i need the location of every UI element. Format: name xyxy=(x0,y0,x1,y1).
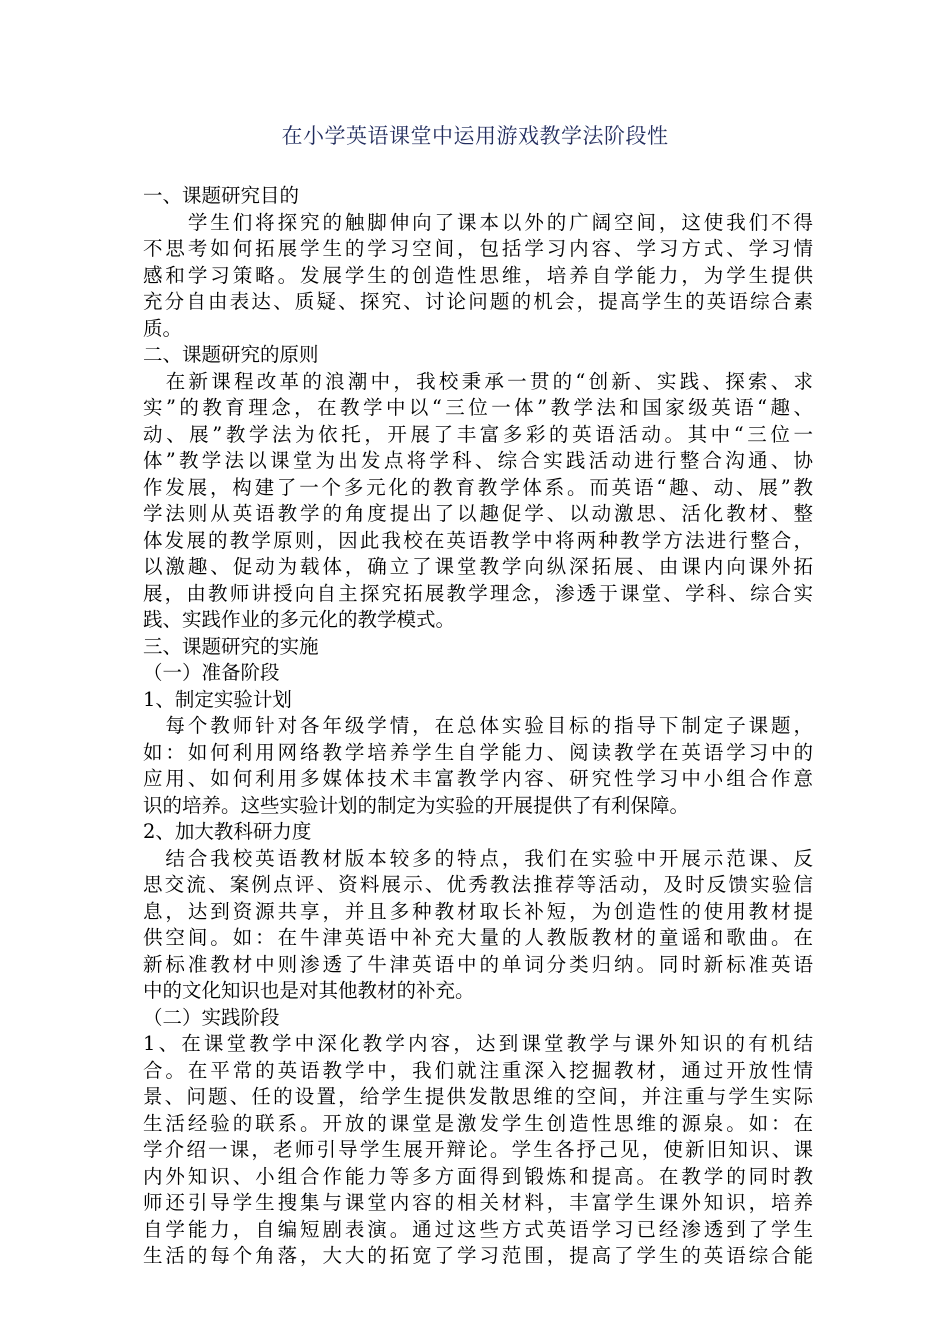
text-line: 作发展，构建了一个多元化的教育教学体系。而英语“趣、动、展”教 xyxy=(143,475,813,499)
text-line: 体”教学法以课堂为出发点将学科、综合实践活动进行整合沟通、协 xyxy=(143,449,813,472)
text-line: 实”的教育理念，在教学中以“三位一体”教学法和国家级英语“趣、 xyxy=(143,396,813,419)
text-line: 1、制定实验计划 xyxy=(143,687,292,711)
text-line: 如：如何利用网络教学培养学生自学能力、阅读教学在英语学习中的 xyxy=(143,740,813,764)
text-line: 应用、如何利用多媒体技术丰富教学内容、研究性学习中小组合作意 xyxy=(143,767,813,790)
text-line: 2、加大教科研力度 xyxy=(143,820,312,843)
text-line: 合。在平常的英语教学中，我们就注重深入挖掘教材，通过开放性情 xyxy=(143,1058,813,1082)
text-line: 感和学习策略。发展学生的创造性思维，培养自学能力，为学生提供 xyxy=(143,263,813,287)
text-line: 动、展”教学法为依托，开展了丰富多彩的英语活动。其中“三位一 xyxy=(143,422,813,446)
text-line: 景、问题、任的设置，给学生提供发散思维的空间，并注重与学生实际 xyxy=(143,1085,813,1108)
text-line: 新标准教材中则渗透了牛津英语中的单词分类归纳。同时新标准英语 xyxy=(143,952,813,976)
text-line: 践、实践作业的多元化的教学模式。 xyxy=(143,608,456,631)
text-line: 思交流、案例点评、资料展示、优秀教法推荐等活动，及时反馈实验信 xyxy=(143,873,813,896)
text-line: 学介绍一课，老师引导学生展开辩论。学生各抒己见，使新旧知识、课 xyxy=(143,1138,813,1161)
text-line: 一、课题研究目的 xyxy=(143,184,300,207)
text-line: 在新课程改革的浪潮中，我校秉承一贯的“创新、实践、探索、求 xyxy=(143,369,813,393)
text-line: 不思考如何拓展学生的学习空间，包括学习内容、学习方式、学习情 xyxy=(143,237,813,260)
text-line: 自学能力，自编短剧表演。通过这些方式英语学习已经渗透到了学生 xyxy=(143,1217,813,1241)
text-line: 生活的每个角落，大大的拓宽了学习范围，提高了学生的英语综合能 xyxy=(143,1244,813,1267)
text-line: （一）准备阶段 xyxy=(143,661,280,684)
text-line: 识的培养。这些实验计划的制定为实验的开展提供了有利保障。 xyxy=(143,793,690,817)
text-line: 每个教师针对各年级学情，在总体实验目标的指导下制定子课题， xyxy=(143,714,813,737)
text-line: 内外知识、小组合作能力等多方面得到锻炼和提高。在教学的同时教 xyxy=(143,1164,813,1188)
text-line: 结合我校英语教材版本较多的特点，我们在实验中开展示范课、反 xyxy=(143,846,813,870)
text-line: 以激趣、促动为载体，确立了课堂教学向纵深拓展、由课内向课外拓 xyxy=(143,555,813,578)
text-line: 学法则从英语教学的角度提出了以趣促学、以动激思、活化教材、整 xyxy=(143,502,813,525)
text-line: 息，达到资源共享，并且多种教材取长补短，为创造性的使用教材提 xyxy=(143,899,813,923)
text-line: 三、课题研究的实施 xyxy=(143,634,319,658)
text-line: 二、课题研究的原则 xyxy=(143,343,319,366)
text-line: 师还引导学生搜集与课堂内容的相关材料，丰富学生课外知识，培养 xyxy=(143,1191,813,1214)
document-title: 在小学英语课堂中运用游戏教学法阶段性 xyxy=(281,124,669,148)
text-line: 1、在课堂教学中深化教学内容，达到课堂教学与课外知识的有机结 xyxy=(143,1032,813,1055)
text-line: 体发展的教学原则，因此我校在英语教学中将两种教学方法进行整合， xyxy=(143,528,813,552)
document-body xyxy=(143,183,813,1270)
text-line: 生活经验的联系。开放的课堂是激发学生创造性思维的源泉。如：在 xyxy=(143,1111,813,1135)
text-line: 中的文化知识也是对其他教材的补充。 xyxy=(143,979,475,1002)
text-line: 质。 xyxy=(143,316,183,340)
text-line: 供空间。如：在牛津英语中补充大量的人教版教材的童谣和歌曲。在 xyxy=(143,926,813,949)
text-line: （二）实践阶段 xyxy=(143,1005,280,1029)
text-line: 展，由教师讲授向自主探究拓展教学理念，渗透于课堂、学科、综合实 xyxy=(143,581,813,605)
text-line: 学生们将探究的触脚伸向了课本以外的广阔空间，这使我们不得 xyxy=(143,210,813,234)
text-line: 充分自由表达、质疑、探究、讨论问题的机会，提高学生的英语综合素 xyxy=(143,290,813,313)
